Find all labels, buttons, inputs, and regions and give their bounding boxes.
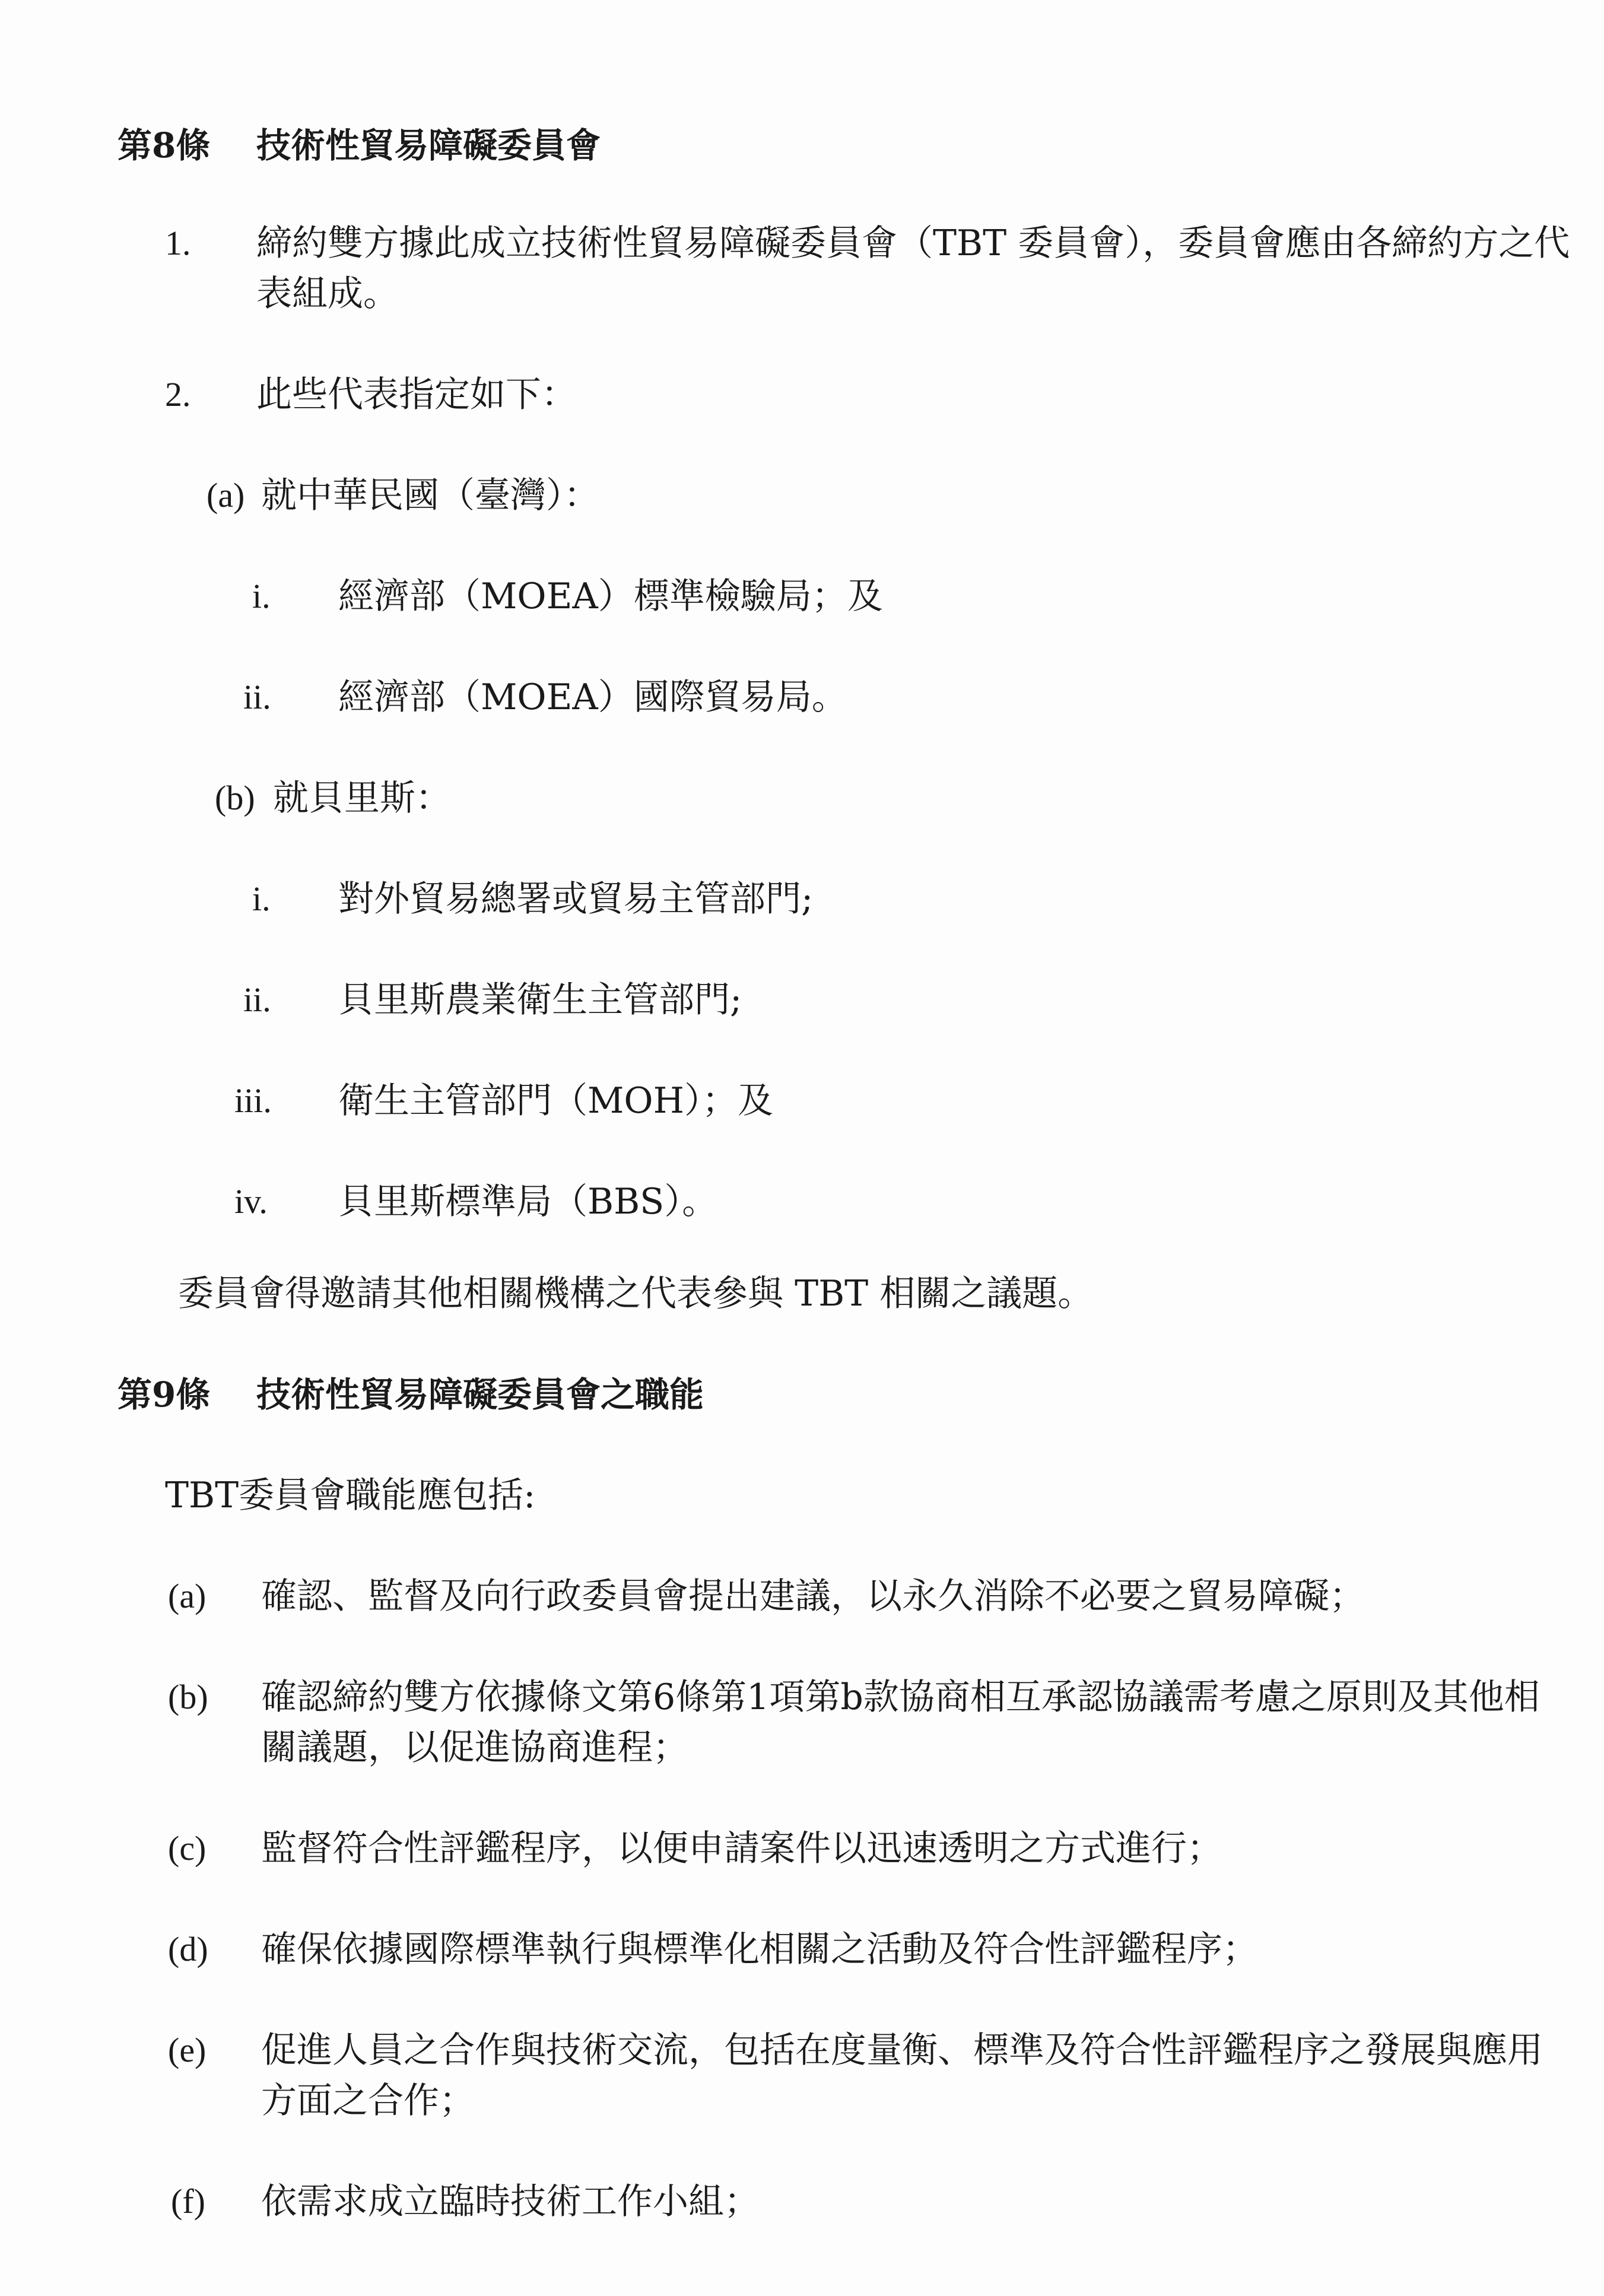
article-9-intro: TBT委員會職能應包括: [165,1475,536,1516]
function-e-label: (e) [168,2031,207,2069]
function-f-line1: 依需求成立臨時技術工作小組； [261,2181,760,2222]
function-e-line1: 促進人員之合作與技術交流，包括在度量衡、標準及符合性評鑑程序之發展與應用 [261,2030,1543,2071]
sub-b-item-1-text: 對外貿易總署或貿易主管部門; [338,878,814,920]
sub-b-item-4-text: 貝里斯標準局（BBS）。 [338,1181,718,1222]
function-b-line2: 關議題，以促進協商進程； [261,1727,688,1768]
article-9-number: 第9條 [117,1374,211,1415]
paragraph-1-number: 1. [165,224,191,262]
paragraph-2-number: 2. [165,375,191,414]
article-8-number: 第8條 [117,125,211,166]
sub-b-text: 就貝里斯： [273,777,451,819]
paragraph-1-line2: 表組成。 [256,273,399,315]
function-b-label: (b) [168,1678,208,1716]
article-9-title: 技術性貿易障礙委員會之職能 [256,1374,704,1415]
sub-b-label: (b) [215,779,255,817]
paragraph-1-line1: 締約雙方據此成立技術性貿易障礙委員會（TBT 委員會），委員會應由各締約方之代 [256,223,1570,264]
function-f-label: (f) [171,2182,205,2221]
function-c-label: (c) [168,1829,207,1868]
function-a-line1: 確認、監督及向行政委員會提出建議，以永久消除不必要之貿易障礙； [261,1576,1365,1617]
sub-a-label: (a) [207,476,245,515]
function-d-label: (d) [168,1930,208,1968]
sub-b-item-4-number: iv. [234,1182,268,1221]
sub-b-item-3-number: iii. [234,1081,272,1120]
sub-a-item-1-text: 經濟部（MOEA）標準檢驗局；及 [338,576,883,617]
function-d-line1: 確保依據國際標準執行與標準化相關之活動及符合性評鑑程序； [261,1929,1258,1970]
sub-b-item-2-number: ii. [243,980,271,1019]
sub-b-item-3-text: 衛生主管部門（MOH）；及 [338,1080,773,1122]
function-a-label: (a) [168,1577,207,1615]
sub-a-item-2-number: ii. [243,678,271,716]
article-8-title: 技術性貿易障礙委員會 [256,125,601,166]
function-b-line1: 確認締約雙方依據條文第6條第1項第b款協商相互承認協議需考慮之原則及其他相 [261,1676,1540,1718]
function-c-line1: 監督符合性評鑑程序，以便申請案件以迅速透明之方式進行； [261,1828,1222,1869]
sub-a-item-2-text: 經濟部（MOEA）國際貿易局。 [338,677,847,718]
function-e-line2: 方面之合作； [261,2080,475,2122]
sub-b-item-1-number: i. [252,879,271,918]
paragraph-2-text: 此些代表指定如下： [256,374,577,415]
sub-b-item-2-text: 貝里斯農業衛生主管部門; [338,979,742,1021]
sub-a-item-1-number: i. [252,577,271,615]
article-8-closing: 委員會得邀請其他相關機構之代表參與 TBT 相關之議題。 [178,1273,1094,1314]
sub-a-text: 就中華民國（臺灣）： [261,475,599,516]
